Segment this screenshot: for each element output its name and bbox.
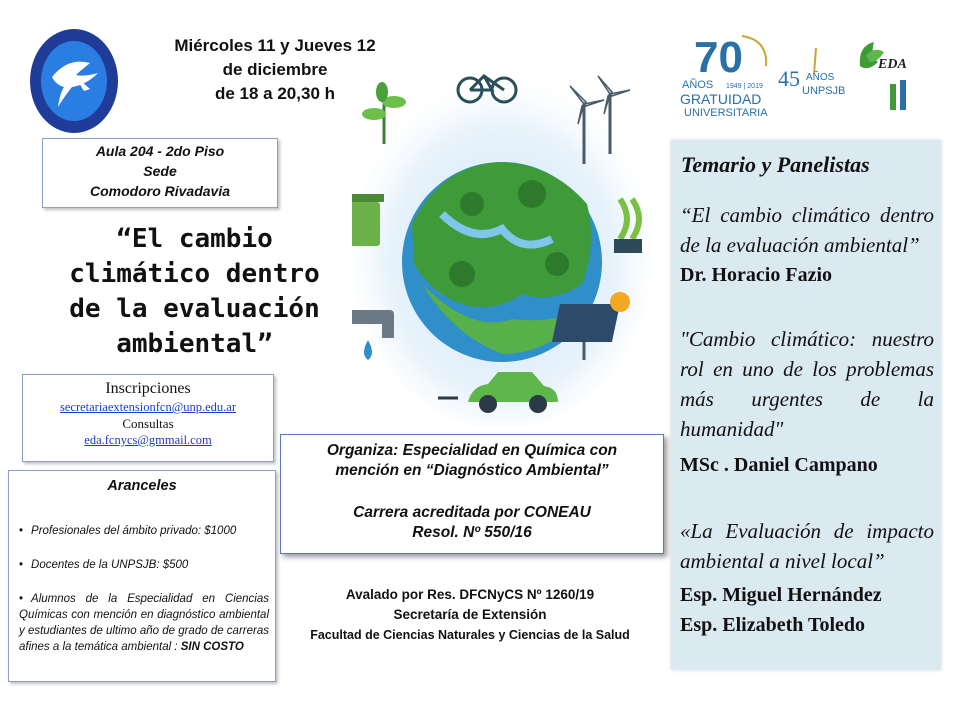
title-line: “El cambio	[116, 224, 273, 254]
registration-email-link[interactable]: secretariaextensionfcn@unp.edu.ar	[59, 400, 236, 414]
registration-box	[22, 374, 274, 462]
fee-item: • Docentes de la UNPSJB: $500	[19, 559, 189, 571]
fee-text: Alumnos de la Especialidad en Ciencias Químicas con mención en diagnóstico ambiental y estudiantes de ultimo año de grado de carreras afines a la temática ambiental :	[19, 593, 269, 653]
faculty-line: Facultad de Ciencias Naturales y Ciencias de la Salud	[310, 628, 630, 642]
time-line: de 18 a 20,30 h	[214, 84, 336, 103]
endorsement-block	[285, 585, 655, 645]
registration-heading: Inscripciones	[105, 380, 191, 397]
fortyfive-years-logo	[776, 44, 856, 104]
fee-text: Profesionales del ámbito privado: $1000	[31, 525, 237, 537]
talk-title: «La Evaluación de impacto ambiental a nivel local”	[680, 519, 934, 573]
talk-title: “El cambio climático dentro de la evaluación ambiental”	[680, 203, 934, 257]
eco-globe-illustration	[352, 54, 658, 426]
venue-room: Aula 204 - 2do Piso	[95, 143, 225, 159]
inquiries-label: Consultas	[122, 416, 174, 431]
event-title	[22, 222, 367, 362]
svg-text:UNPSJB: UNPSJB	[802, 85, 846, 97]
speaker-name: Esp. Elizabeth Toledo	[680, 614, 866, 636]
svg-text:1949 | 2019: 1949 | 2019	[726, 83, 763, 90]
svg-text:GRATUIDAD: GRATUIDAD	[680, 91, 762, 107]
fees-box	[8, 470, 276, 682]
fee-text: Docentes de la UNPSJB: $500	[31, 559, 189, 571]
seventy-years-logo	[680, 26, 780, 120]
venue-site: Sede	[143, 163, 177, 179]
organizer-line: mención en “Diagnóstico Ambiental”	[335, 462, 609, 479]
resolution-line: Resol. Nº 550/16	[412, 524, 532, 541]
svg-text:70: 70	[694, 33, 743, 82]
venue-city: Comodoro Rivadavia	[89, 183, 231, 199]
panel-title: Temario y Panelistas	[681, 152, 870, 177]
title-line: ambiental”	[116, 329, 273, 359]
inquiries-email-link[interactable]: eda.fcnycs@gmmail.com	[84, 433, 212, 447]
speaker-name: MSc . Daniel Campano	[680, 454, 878, 476]
fee-free-label: SIN COSTO	[180, 641, 244, 653]
date-line: Miércoles 11 y Jueves 12	[174, 36, 376, 55]
organizer-line: Organiza: Especialidad en Química con	[326, 442, 618, 459]
endorsement-line: Secretaría de Extensión	[393, 607, 547, 622]
svg-text:UNIVERSITARIA: UNIVERSITARIA	[684, 107, 768, 119]
svg-text:AÑOS: AÑOS	[682, 79, 714, 91]
organizer-box	[280, 434, 664, 554]
title-line: climático dentro	[69, 259, 320, 289]
svg-text:EDA: EDA	[878, 57, 907, 72]
fee-item: • Profesionales del ámbito privado: $1000	[19, 525, 237, 537]
accreditation-line: Carrera acreditada por CONEAU	[353, 504, 591, 521]
title-line: de la evaluación	[69, 294, 320, 324]
svg-text:AÑOS: AÑOS	[806, 72, 835, 83]
venue-box	[42, 138, 278, 208]
speakers-panel	[671, 140, 941, 670]
endorsement-line: Avalado por Res. DFCNyCS Nº 1260/19	[345, 587, 595, 602]
fee-item: • Alumnos de la Especialidad en Ciencias Químicas con mención en diagnóstico ambiental y estudiantes de ultimo año de grado de carreras afines a la temática ambiental : SIN COSTO	[19, 593, 269, 653]
speaker-name: Esp. Miguel Hernández	[680, 584, 882, 606]
svg-text:45: 45	[778, 66, 800, 91]
university-logo	[28, 27, 120, 135]
date-line: de diciembre	[222, 60, 328, 79]
speaker-name: Dr. Horacio Fazio	[680, 264, 833, 286]
eda-logo	[856, 36, 920, 120]
fees-heading: Aranceles	[107, 478, 177, 494]
talk-title: "Cambio climático: nuestro rol en uno de los problemas más urgentes de la humanidad"	[680, 327, 934, 441]
